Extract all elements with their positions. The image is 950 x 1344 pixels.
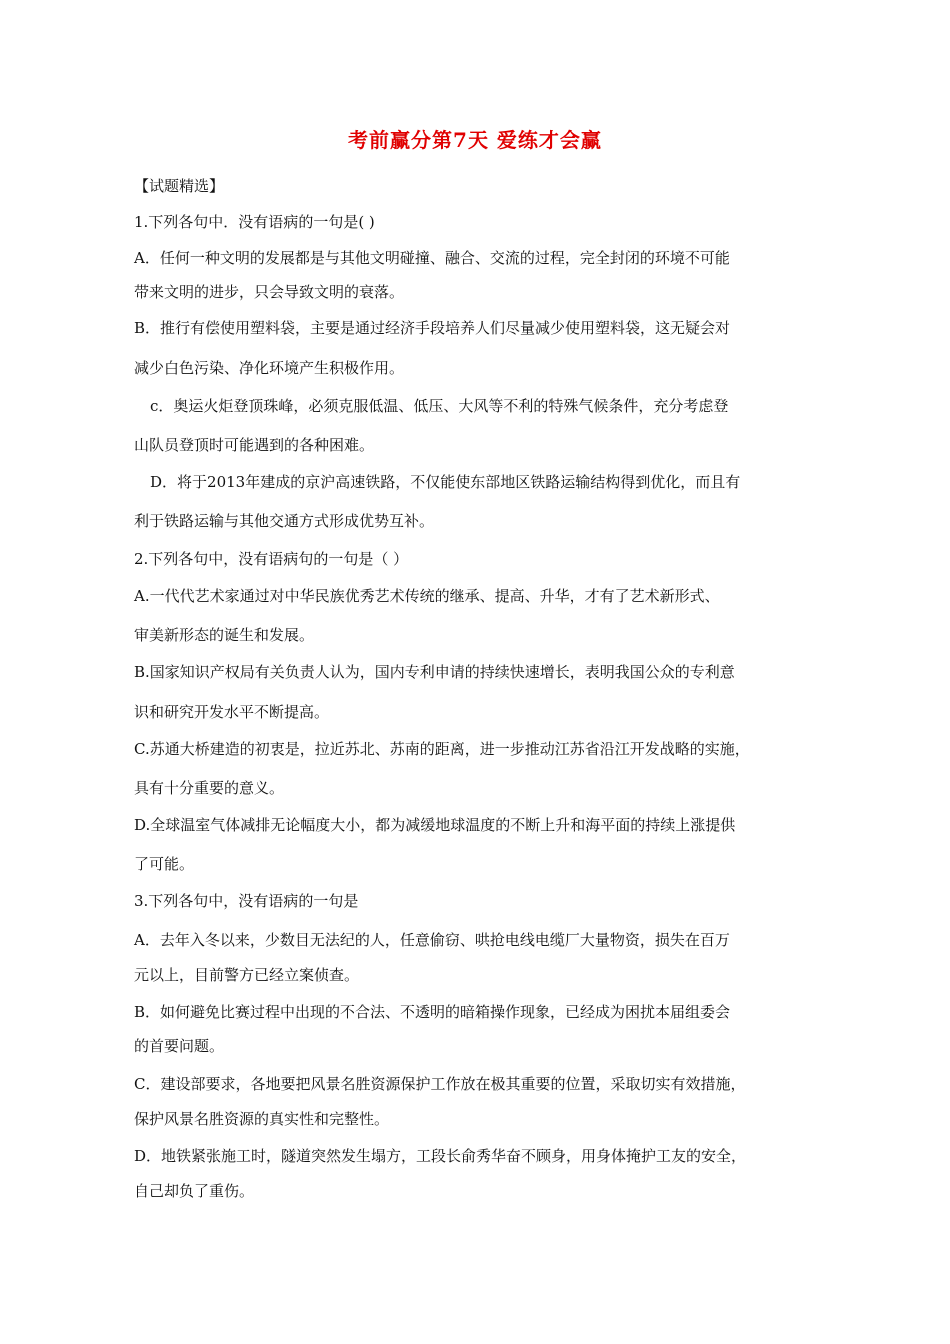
question-1-option-d-line-2: 利于铁路运输与其他交通方式形成优势互补。 <box>134 512 435 530</box>
question-2-option-b-line-2: 识和研究开发水平不断提高。 <box>134 703 330 721</box>
question-1-option-a-line-1: A．任何一种文明的发展都是与其他文明碰撞、融合、交流的过程，完全封闭的环境不可能 <box>134 249 730 267</box>
question-3-option-a-line-2: 元以上，目前警方已经立案侦查。 <box>134 966 360 984</box>
question-2-option-a-line-1: A.一代代艺术家通过对中华民族优秀艺术传统的继承、提高、升华，才有了艺术新形式、 <box>134 587 720 605</box>
question-3-stem: 3.下列各句中，没有语病的一句是 <box>134 892 359 910</box>
question-2-option-d-line-2: 了可能。 <box>134 855 195 873</box>
question-2-option-b-line-1: B.国家知识产权局有关负责人认为，国内专利申请的持续快速增长，表明我国公众的专利意 <box>134 663 735 681</box>
question-2-option-c-line-1: C.苏通大桥建造的初衷是，拉近苏北、苏南的距离，进一步推动江苏省沿江开发战略的实施， <box>134 740 750 758</box>
question-3-option-a-line-1: A．去年入冬以来，少数目无法纪的人，任意偷窃、哄抢电线电缆厂大量物资，损失在百万 <box>134 931 730 949</box>
question-1-option-b-line-2: 减少白色污染、净化环境产生积极作用。 <box>134 359 405 377</box>
question-1-stem: 1.下列各句中．没有语病的一句是( ) <box>134 213 375 231</box>
question-2-stem: 2.下列各句中，没有语病句的一句是（ ） <box>134 550 409 568</box>
question-1-option-d-line-1: D．将于2013年建成的京沪高速铁路，不仅能使东部地区铁路运输结构得到优化，而且有 <box>150 473 741 491</box>
question-3-option-b-line-1: B．如何避免比赛过程中出现的不合法、不透明的暗箱操作现象，已经成为困扰本届组委会 <box>134 1003 731 1021</box>
section-label: 【试题精选】 <box>134 177 225 195</box>
question-3-option-c-line-1: C．建设部要求，各地要把风景名胜资源保护工作放在极其重要的位置，采取切实有效措施， <box>134 1075 746 1093</box>
question-1-option-b-line-1: B．推行有偿使用塑料袋，主要是通过经济手段培养人们尽量减少使用塑料袋，这无疑会对 <box>134 319 731 337</box>
question-3-option-c-line-2: 保护风景名胜资源的真实性和完整性。 <box>134 1110 390 1128</box>
question-1-option-c-line-1: c．奥运火炬登顶珠峰，必须克服低温、低压、大风等不利的特殊气候条件，充分考虑登 <box>150 397 729 415</box>
question-1-option-a-line-2: 带来文明的进步，只会导致文明的衰落。 <box>134 283 405 301</box>
question-2-option-c-line-2: 具有十分重要的意义。 <box>134 779 285 797</box>
question-3-option-d-line-2: 自己却负了重伤。 <box>134 1182 255 1200</box>
question-3-option-d-line-1: D．地铁紧张施工时，隧道突然发生塌方，工段长俞秀华奋不顾身，用身体掩护工友的安全， <box>134 1147 747 1165</box>
page-title: 考前赢分第7天 爱练才会赢 <box>348 128 602 152</box>
question-2-option-d-line-1: D.全球温室气体减排无论幅度大小，都为减缓地球温度的不断上升和海平面的持续上涨提供 <box>134 816 736 834</box>
question-2-option-a-line-2: 审美新形态的诞生和发展。 <box>134 626 315 644</box>
question-3-option-b-line-2: 的首要问题。 <box>134 1037 225 1055</box>
question-1-option-c-line-2: 山队员登顶时可能遇到的各种困难。 <box>134 436 375 454</box>
